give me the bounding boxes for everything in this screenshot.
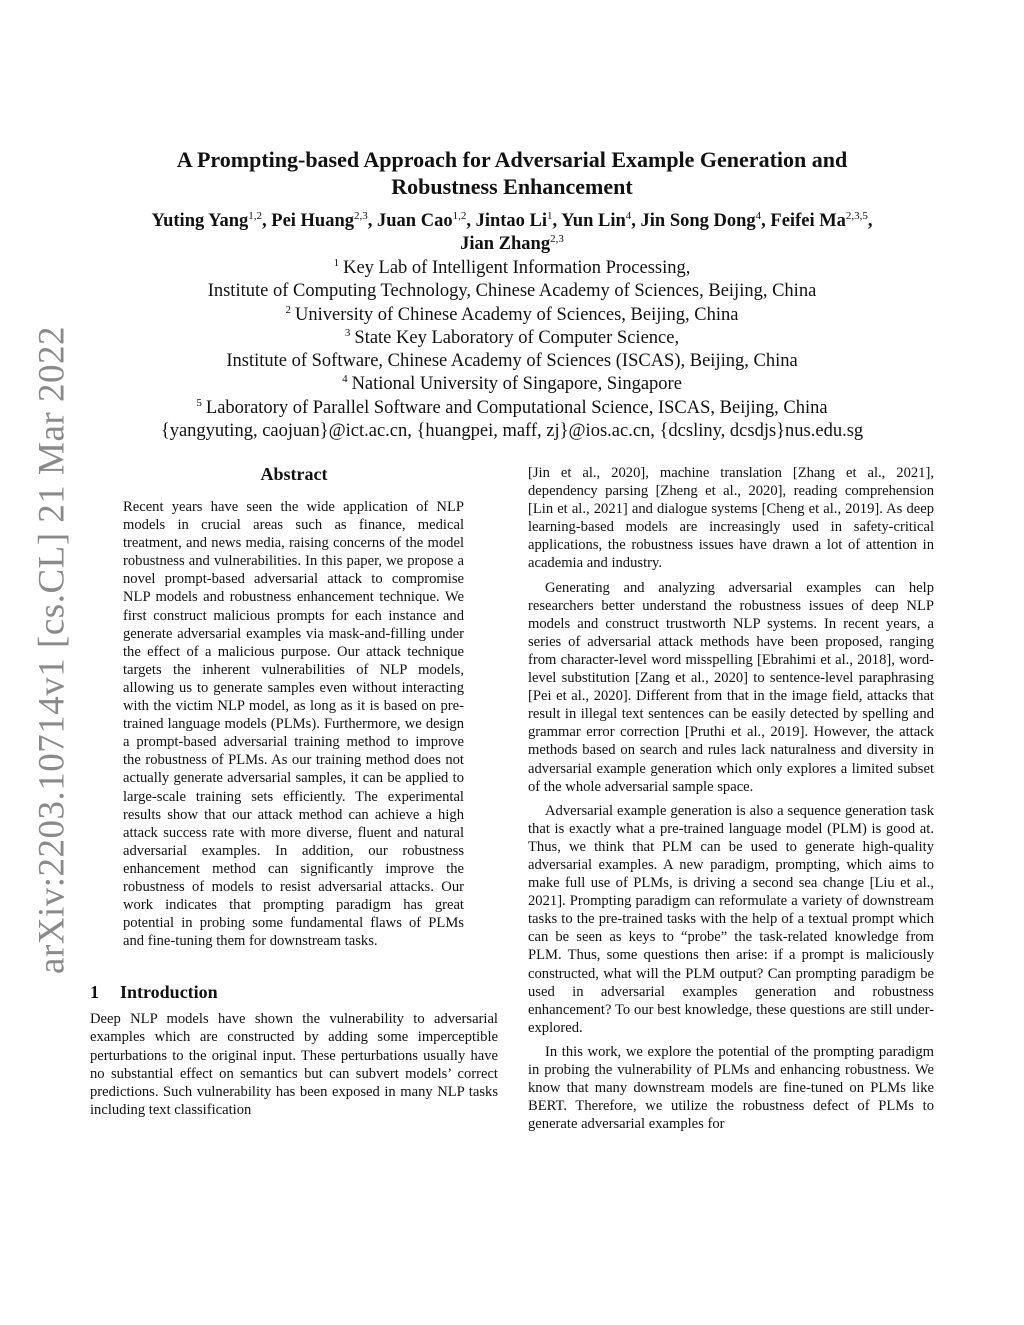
author-name: Feifei Ma xyxy=(770,211,846,231)
right-column xyxy=(528,464,934,1133)
author-name: Jian Zhang xyxy=(460,234,551,254)
author-name: Yun Lin xyxy=(561,211,626,231)
author-name: Pei Huang xyxy=(271,211,355,231)
affiliation-line: Institute of Software, Chinese Academy of Sciences (ISCAS), Beijing, China xyxy=(226,351,798,372)
affiliation-mark: 1 xyxy=(333,257,340,269)
author-name: Jin Song Dong xyxy=(640,211,756,231)
title-line-2: Robustness Enhancement xyxy=(391,174,633,199)
affiliation-line: $^1$ Key Lab of Intelligent Information Processing, xyxy=(333,257,691,278)
left-column xyxy=(90,462,498,1119)
title-line-1: A Prompting-based Approach for Adversarial Example Generation and xyxy=(176,147,848,172)
affiliation-line: $^5$ Laboratory of Parallel Software and Computational Science, ISCAS, Beijing, China xyxy=(196,396,828,418)
affiliation-mark: 4 xyxy=(342,373,348,386)
affiliation-mark: 2 xyxy=(285,303,292,316)
section-number: 1 xyxy=(90,982,99,1003)
author-line-1: Yuting Yang$^{1,2}$, Pei Huang$^{2,3}$, Juan Cao$^{1,2}$, Jintao Li$^1$, Yun Lin$^4$, Jin Song Dong$^4$, Feifei Ma$^{2,3,5}$, xyxy=(151,210,873,231)
paper-title xyxy=(120,146,904,200)
affiliation-list xyxy=(96,257,928,443)
section-title: Introduction xyxy=(120,982,218,1003)
intro-paragraph-4: In this work, we explore the potential of the prompting paradigm in probing the vulnerability of PLMs and enhancing robustness. We know that many downstream models are fine-tuned on PLMs like BERT. Therefore, we utilize the robustness defect of PLMs to generate adversarial examples for xyxy=(528,1043,934,1133)
email-line: {yangyuting, caojuan}@ict.ac.cn, {huangpei, maff, zj}@ios.ac.cn, {dcsliny, dcsdjs}nus.edu.sg xyxy=(160,421,864,442)
affiliation-line: $^2$ University of Chinese Academy of Sciences, Beijing, China xyxy=(285,303,739,325)
intro-paragraph-continued: [Jin et al., 2020], machine translation [Zhang et al., 2021], dependency parsing [Zheng et al., 2020], reading comprehension [Lin et al., 2021] and dialogue systems [Cheng et al., 2019]. As deep learning-based models are increasingly used in safety-critical applications, the robustness issues have drawn a lot of attention in academia and industry. xyxy=(528,465,934,572)
author-affiliation-mark: 2,3,5 xyxy=(845,210,868,222)
author-affiliation-mark: 2,3 xyxy=(550,233,564,245)
intro-paragraph-3: Adversarial example generation is also a sequence generation task that is exactly what a pre-trained language model (PLM) is good at. Thus, we think that PLM can be used to generate high-quality adversarial examples. A new paradigm, prompting, which aims to make full use of PLMs, is driving a second sea change [Liu et al., 2021]. Prompting paradigm can reformulate a variety of downstream tasks to the pre-trained tasks with the help of a textual prompt which can be seen as keys to “probe” the task-related knowledge from PLM. Thus, some questions then arise: if a prompt is maliciously constructed, what will the PLM output? Can prompting paradigm be used in adversarial examples generation and robustness enhancement? To our best knowledge, these questions are still under-explored. xyxy=(528,802,934,1036)
affiliation-line: $^4$ National University of Singapore, Singapore xyxy=(342,373,682,395)
intro-paragraph-2: Generating and analyzing adversarial examples can help researchers better understand the robustness issues of deep NLP models and construct trustworth NLP systems. In recent years, a series of adversarial attack methods have been proposed, ranging from character-level word misspelling [Ebrahimi et al., 2018], word-level substitution [Zang et al., 2020] to sentence-level paraphrasing [Pei et al., 2020]. Different from that in the image field, attacks that result in illegal text sentences can be easily detected by spelling and grammar error correction [Pruthi et al., 2019]. However, the attack methods based on search and rules lack naturalness and diversity in adversarial example generation which only explores a limited subset of the whole adversarial sample space. xyxy=(528,579,934,795)
author-affiliation-mark: 1 xyxy=(547,210,553,222)
author-affiliation-mark: 4 xyxy=(755,210,762,222)
author-affiliation-mark: 1,2 xyxy=(248,210,263,222)
affiliation-mark: 3 xyxy=(344,326,351,339)
author-name: Juan Cao xyxy=(377,211,453,231)
author-affiliation-mark: 1,2 xyxy=(452,210,467,222)
affiliation-line: $^3$ State Key Laboratory of Computer Science, xyxy=(344,326,680,348)
intro-paragraph-1: Deep NLP models have shown the vulnerability to adversarial examples which are constructed by adding some imperceptible perturbations to the original input. These perturbations usually have no substantial effect on semantics but can subvert models’ correct predictions. Such vulnerability has been exposed in many NLP tasks including text classification xyxy=(90,1011,498,1118)
abstract-text: Recent years have seen the wide application of NLP models in crucial areas such as finance, medical treatment, and news media, raising concerns of the model robustness and vulnerabilities. In this paper, we propose a novel prompt-based adversarial attack to compromise NLP models and robustness enhancement technique. We first construct malicious prompts for each instance and generate adversarial examples via mask-and-filling under the effect of a malicious purpose. Our attack technique targets the inherent vulnerabilities of NLP models, allowing us to generate samples even without interacting with the victim NLP model, as long as it is based on pre-trained language models (PLMs). Furthermore, we design a prompt-based adversarial training method to improve the robustness of PLMs. As our training method does not actually generate adversarial samples, it can be applied to large-scale training sets efficiently. The experimental results show that our attack method can achieve a high attack success rate with more diverse, fluent and natural adversarial examples. In addition, our robustness enhancement method can significantly improve the robustness of models to resist adversarial attacks. Our work indicates that prompting paradigm has great potential in probing some fundamental flaws of PLMs and fine-tuning them for downstream tasks. xyxy=(123,499,464,950)
section-heading-introduction xyxy=(90,980,498,1004)
affiliation-line: Institute of Computing Technology, Chinese Academy of Sciences, Beijing, China xyxy=(207,281,817,302)
author-list xyxy=(96,210,928,256)
author-affiliation-mark: 2,3 xyxy=(354,210,368,222)
affiliation-mark: 5 xyxy=(196,396,202,409)
author-name: Yuting Yang xyxy=(151,211,249,231)
arxiv-identifier: arXiv:2203.10714v1 [cs.CL] 21 Mar 2022 xyxy=(31,326,73,974)
abstract-heading: Abstract xyxy=(260,464,328,484)
author-affiliation-mark: 4 xyxy=(625,210,632,222)
author-line-2 xyxy=(96,233,928,256)
author-name: Jintao Li xyxy=(475,211,548,231)
